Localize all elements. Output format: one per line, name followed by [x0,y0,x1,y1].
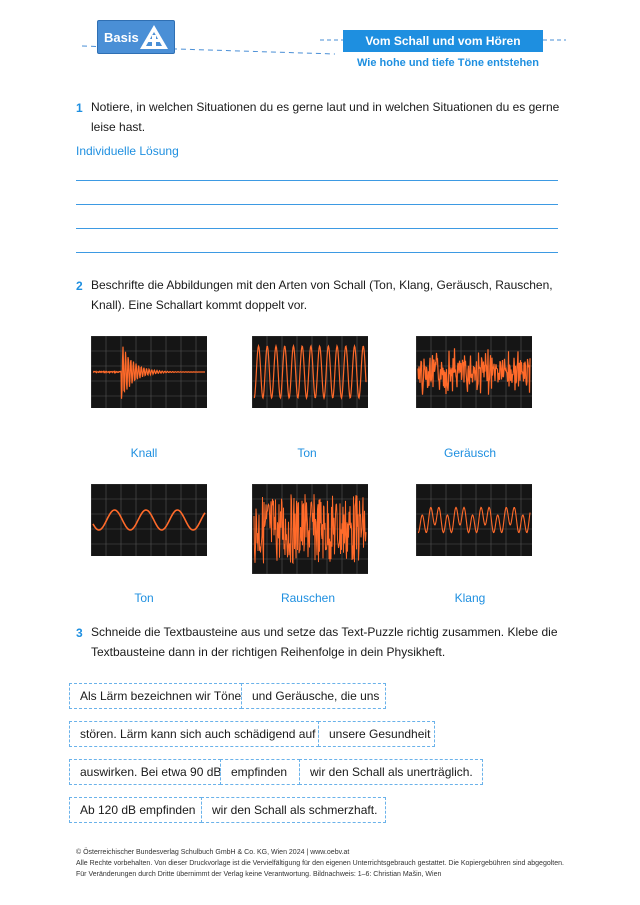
image-label-1: Knall [130,446,158,460]
footer-copyright: © Österreichischer Bundesverlag Schulbuch GmbH & Co. KG, Wien 2024 | www.oebv.at [76,849,350,856]
footer-rights: Alle Rechte vorbehalten. Von dieser Druckvorlage ist die Vervielfältigung für den eigenen Unterrichtsgebrauch gestattet. Die Kopiergebühren sind abgegolten. [76,860,564,867]
task1-number: 1 [76,101,83,115]
puzzle-piece[interactable]: wir den Schall als schmerzhaft. [201,797,386,823]
puzzle-piece[interactable]: Als Lärm bezeichnen wir Töne [69,683,242,709]
task2-text: Beschrifte die Abbildungen mit den Arten von Schall (Ton, Klang, Geräusch, Rauschen, Knall). Eine Schallart kommt doppelt vor. [91,278,553,312]
task3-text: Schneide die Textbausteine aus und setze das Text-Puzzle richtig zusammen. Klebe die Textbausteine dann in der richtigen Reihenfolge in dein Physikheft. [91,625,558,659]
footer-credits: Für Veränderungen durch Dritte übernimmt der Verlag keine Verantwortung. Bildnachweis: 1–6: Christian Mašin, Wien [76,871,442,878]
waveform-trace [93,347,205,399]
waveform-image-klang [416,484,532,556]
waveform-trace [254,346,366,398]
task3-number: 3 [76,626,83,640]
image-label-3: Geräusch [443,446,497,460]
answer-line [76,252,558,253]
answer-line [76,180,558,181]
puzzle-piece[interactable]: wir den Schall als unerträglich. [299,759,483,785]
task2-number: 2 [76,279,83,293]
triangle-logo-icon [139,23,169,51]
page-subtitle: Wie hohe und tiefe Töne entstehen [356,57,540,69]
waveform-image-ton [252,336,368,408]
waveform-trace [93,510,205,530]
image-label-4: Ton [134,591,154,605]
image-label-2: Ton [297,446,317,460]
waveform-trace [418,348,530,394]
waveform-image-geraeusch [416,336,532,408]
page-title: Vom Schall und vom Hören [365,34,521,48]
puzzle-piece[interactable]: und Geräusche, die uns [241,683,386,709]
waveform-image-ton-2 [91,484,207,556]
image-label-6: Klang [454,591,486,605]
puzzle-piece[interactable]: empfinden [220,759,300,785]
logo-text: Basis [104,30,139,45]
image-label-5: Rauschen [280,591,336,605]
puzzle-piece[interactable]: Ab 120 dB empfinden [69,797,202,823]
answer-line [76,228,558,229]
puzzle-piece[interactable]: auswirken. Bei etwa 90 dB [69,759,221,785]
task1-solution: Individuelle Lösung [76,144,179,158]
waveform-image-knall [91,336,207,408]
puzzle-piece[interactable]: stören. Lärm kann sich auch schädigend auf [69,721,319,747]
task1-text: Notiere, in welchen Situationen du es gerne laut und in welchen Situationen du es gerne leise hast. [91,100,560,134]
answer-line [76,204,558,205]
waveform-image-rauschen [252,484,368,574]
puzzle-piece[interactable]: unsere Gesundheit [318,721,435,747]
